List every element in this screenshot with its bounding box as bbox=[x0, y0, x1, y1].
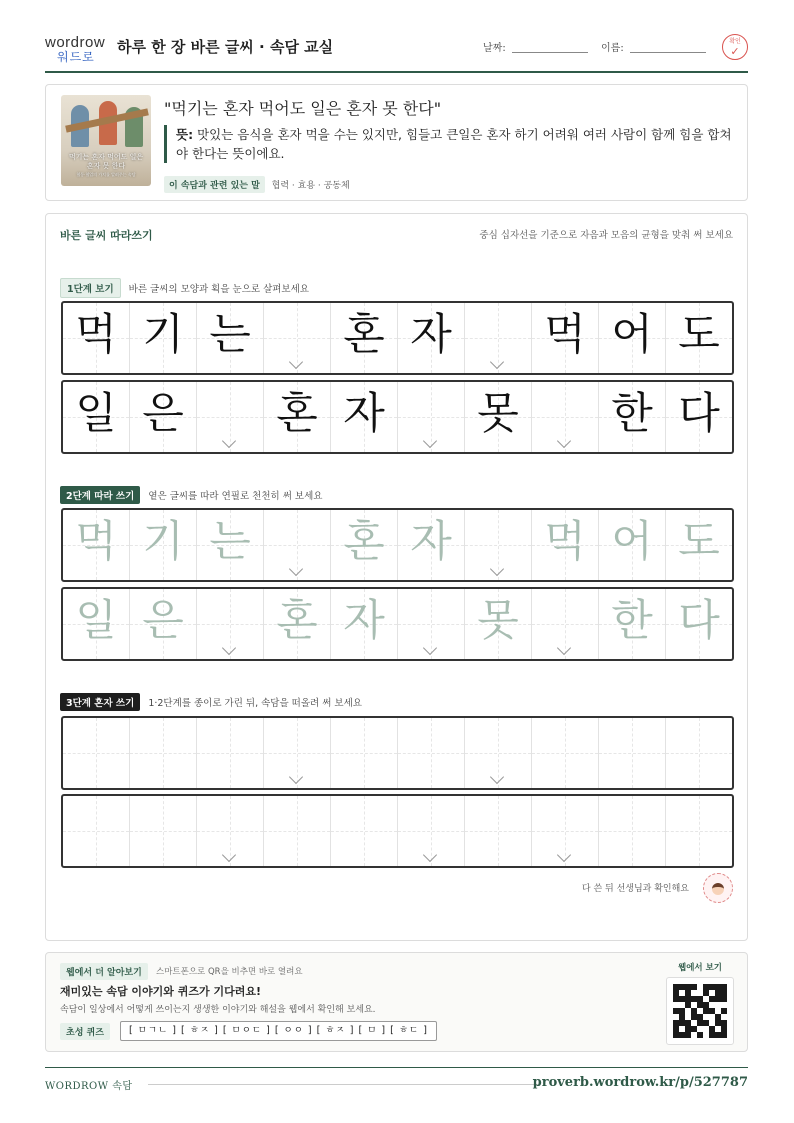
meaning-label: 뜻: bbox=[176, 127, 194, 142]
glyph: 자 bbox=[343, 389, 385, 439]
teacher-stamp-icon bbox=[703, 873, 733, 903]
proverb-illustration bbox=[61, 95, 151, 186]
page-header bbox=[45, 30, 748, 73]
grid-cell[interactable] bbox=[465, 718, 532, 788]
web-tag: 웹에서 더 알아보기 bbox=[60, 963, 148, 980]
step-3-text: 1·2단계를 종이로 가린 뒤, 속담을 떠올려 써 보세요 bbox=[148, 698, 362, 709]
space-marker-icon bbox=[423, 641, 437, 655]
page-footer bbox=[45, 1067, 748, 1097]
grid-cell bbox=[666, 382, 732, 452]
glyph: 도 bbox=[678, 517, 720, 567]
grid-cell[interactable] bbox=[666, 718, 732, 788]
step-2-row-1[interactable] bbox=[61, 508, 734, 582]
step-1-row-2 bbox=[61, 380, 734, 454]
glyph: 한 bbox=[611, 389, 653, 439]
space-marker-icon bbox=[222, 848, 236, 862]
space-marker-icon bbox=[557, 641, 571, 655]
grid-cell bbox=[264, 303, 331, 373]
practice-title: 바른 글씨 따라쓰기 bbox=[60, 229, 153, 242]
grid-cell[interactable] bbox=[465, 796, 532, 866]
grid-cell bbox=[264, 589, 331, 659]
step-2-header bbox=[60, 486, 322, 504]
web-tag-hint: 스마트폰으로 QR을 비추면 바로 열려요 bbox=[156, 967, 303, 977]
grid-cell[interactable] bbox=[264, 718, 331, 788]
glyph: 먹 bbox=[544, 310, 586, 360]
teacher-face-icon bbox=[712, 883, 724, 895]
grid-cell bbox=[599, 589, 666, 659]
space-marker-icon bbox=[222, 434, 236, 448]
step-1-badge: 1단계 보기 bbox=[60, 278, 121, 298]
footer-divider bbox=[148, 1084, 540, 1085]
illustration-caption-text: 먹기는 혼자 먹어도 일은 혼자 못 한다 bbox=[68, 153, 144, 170]
logo-text-korean: 워드로 bbox=[57, 50, 95, 64]
grid-cell bbox=[532, 510, 599, 580]
space-marker-icon bbox=[490, 562, 504, 576]
glyph: 한 bbox=[611, 596, 653, 646]
grid-cell[interactable] bbox=[331, 796, 398, 866]
practice-hint: 중심 십자선을 기준으로 자음과 모음의 균형을 맞춰 써 보세요 bbox=[479, 230, 733, 241]
grid-cell[interactable] bbox=[666, 796, 732, 866]
grid-cell bbox=[63, 589, 130, 659]
step-3-header bbox=[60, 693, 362, 711]
stamp-label: 확인 bbox=[729, 38, 741, 45]
proverb-card bbox=[45, 84, 748, 201]
grid-cell[interactable] bbox=[197, 796, 264, 866]
step-3-badge: 3단계 혼자 쓰기 bbox=[60, 693, 140, 711]
page-title: 하루 한 장 바른 글씨 · 속담 교실 bbox=[117, 38, 334, 56]
glyph: 먹 bbox=[75, 517, 117, 567]
glyph: 일 bbox=[75, 389, 117, 439]
glyph: 자 bbox=[343, 596, 385, 646]
grid-cell bbox=[532, 303, 599, 373]
grid-cell[interactable] bbox=[398, 718, 465, 788]
grid-cell[interactable] bbox=[197, 718, 264, 788]
grid-cell bbox=[532, 589, 599, 659]
web-headline: 재미있는 속담 이야기와 퀴즈가 기다려요! bbox=[60, 985, 261, 998]
glyph: 혼 bbox=[276, 389, 318, 439]
grid-cell bbox=[130, 589, 197, 659]
grid-cell bbox=[63, 382, 130, 452]
grid-cell[interactable] bbox=[63, 718, 130, 788]
grid-cell bbox=[197, 303, 264, 373]
grid-cell bbox=[666, 589, 732, 659]
qr-code-icon[interactable] bbox=[666, 977, 734, 1045]
glyph: 는 bbox=[209, 310, 251, 360]
glyph: 자 bbox=[410, 310, 452, 360]
qr-pattern bbox=[673, 984, 727, 1038]
space-marker-icon bbox=[557, 434, 571, 448]
grid-cell bbox=[130, 510, 197, 580]
space-marker-icon bbox=[222, 641, 236, 655]
name-label: 이름: bbox=[601, 43, 624, 54]
space-marker-icon bbox=[423, 434, 437, 448]
glyph: 기 bbox=[142, 517, 184, 567]
glyph: 다 bbox=[678, 389, 720, 439]
footer-brand: WORDROW 속담 bbox=[45, 1081, 133, 1092]
grid-cell[interactable] bbox=[532, 796, 599, 866]
glyph: 못 bbox=[477, 596, 519, 646]
step-1-row-1 bbox=[61, 301, 734, 375]
glyph: 어 bbox=[611, 517, 653, 567]
handwriting-practice-panel bbox=[45, 213, 748, 941]
grid-cell bbox=[599, 510, 666, 580]
grid-cell bbox=[398, 589, 465, 659]
grid-cell bbox=[331, 589, 398, 659]
wordrow-logo[interactable] bbox=[45, 34, 107, 64]
initial-consonant-quiz: [ ㅁㄱㄴ ] [ ㅎㅈ ] [ ㅁㅇㄷ ] [ ㅇㅇ ] [ ㅎㅈ ] [ ㅁ ] [ ㅎㄷ ] bbox=[120, 1021, 437, 1041]
illustration-caption bbox=[67, 153, 145, 179]
glyph: 혼 bbox=[343, 310, 385, 360]
space-marker-icon bbox=[490, 355, 504, 369]
illustration-subcaption: 협동·협업의 가치를 알려주는 속담 bbox=[76, 172, 136, 177]
grid-cell bbox=[666, 510, 732, 580]
grid-cell bbox=[331, 382, 398, 452]
step-1-header bbox=[60, 278, 309, 298]
glyph: 못 bbox=[477, 389, 519, 439]
space-marker-icon bbox=[557, 848, 571, 862]
space-marker-icon bbox=[490, 770, 504, 784]
space-marker-icon bbox=[423, 848, 437, 862]
grid-cell bbox=[130, 382, 197, 452]
check-stamp bbox=[722, 34, 748, 60]
meaning-text: 맛있는 음식을 혼자 먹을 수는 있지만, 힘들고 큰일은 혼자 하기 어려워 여러 사람이 함께 힘을 합쳐야 한다는 뜻이에요. bbox=[176, 127, 732, 161]
name-field[interactable] bbox=[630, 52, 706, 53]
glyph: 먹 bbox=[544, 517, 586, 567]
glyph: 일 bbox=[75, 596, 117, 646]
grid-cell[interactable] bbox=[63, 796, 130, 866]
teacher-check-note: 다 쓴 뒤 선생님과 확인해요 bbox=[581, 884, 689, 894]
space-marker-icon bbox=[289, 562, 303, 576]
related-words-list: 협력 · 효용 · 공동체 bbox=[271, 181, 350, 191]
quiz-label: 초성 퀴즈 bbox=[60, 1023, 110, 1040]
step-3-row-1[interactable] bbox=[61, 716, 734, 790]
grid-cell bbox=[331, 510, 398, 580]
qr-module bbox=[721, 1032, 727, 1038]
glyph: 먹 bbox=[75, 310, 117, 360]
grid-cell[interactable] bbox=[599, 796, 666, 866]
grid-cell[interactable] bbox=[130, 718, 197, 788]
grid-cell bbox=[599, 303, 666, 373]
proverb-meaning bbox=[164, 125, 734, 163]
glyph: 은 bbox=[142, 389, 184, 439]
glyph: 는 bbox=[209, 517, 251, 567]
footer-url[interactable]: proverb.wordrow.kr/p/527787 bbox=[532, 1075, 748, 1090]
related-label: 이 속담과 관련 있는 말 bbox=[164, 176, 265, 193]
logo-text-latin: wordrow bbox=[45, 34, 106, 51]
step-2-text: 옅은 글씨를 따라 연필로 천천히 써 보세요 bbox=[148, 491, 323, 502]
related-words bbox=[164, 176, 350, 193]
date-field[interactable] bbox=[512, 52, 588, 53]
grid-cell[interactable] bbox=[398, 796, 465, 866]
glyph: 자 bbox=[410, 517, 452, 567]
date-label: 날짜: bbox=[483, 43, 506, 54]
grid-cell bbox=[264, 382, 331, 452]
grid-cell bbox=[63, 510, 130, 580]
grid-cell[interactable] bbox=[130, 796, 197, 866]
glyph: 혼 bbox=[343, 517, 385, 567]
grid-cell bbox=[465, 382, 532, 452]
glyph: 도 bbox=[678, 310, 720, 360]
checkmark-icon: ✓ bbox=[730, 45, 740, 58]
grid-cell bbox=[264, 510, 331, 580]
grid-cell[interactable] bbox=[264, 796, 331, 866]
step-2-row-2[interactable] bbox=[61, 587, 734, 661]
proverb-quote: "먹기는 혼자 먹어도 일은 혼자 못 한다" bbox=[164, 99, 442, 118]
grid-cell bbox=[398, 303, 465, 373]
grid-cell[interactable] bbox=[599, 718, 666, 788]
space-marker-icon bbox=[289, 355, 303, 369]
grid-cell bbox=[63, 303, 130, 373]
grid-cell bbox=[197, 589, 264, 659]
grid-cell[interactable] bbox=[331, 718, 398, 788]
grid-cell bbox=[197, 510, 264, 580]
grid-cell[interactable] bbox=[532, 718, 599, 788]
glyph: 다 bbox=[678, 596, 720, 646]
grid-cell bbox=[465, 510, 532, 580]
grid-cell bbox=[599, 382, 666, 452]
grid-cell bbox=[197, 382, 264, 452]
step-2-badge: 2단계 따라 쓰기 bbox=[60, 486, 140, 504]
grid-cell bbox=[666, 303, 732, 373]
glyph: 은 bbox=[142, 596, 184, 646]
grid-cell bbox=[130, 303, 197, 373]
qr-label: 웹에서 보기 bbox=[678, 963, 723, 973]
grid-cell bbox=[465, 303, 532, 373]
grid-cell bbox=[331, 303, 398, 373]
glyph: 기 bbox=[142, 310, 184, 360]
grid-cell bbox=[532, 382, 599, 452]
step-1-text: 바른 글씨의 모양과 획을 눈으로 살펴보세요 bbox=[128, 284, 309, 295]
web-description: 속담이 일상에서 어떻게 쓰이는지 생생한 이야기와 해설을 웹에서 확인해 보세요. bbox=[60, 1005, 376, 1015]
step-3-row-2[interactable] bbox=[61, 794, 734, 868]
space-marker-icon bbox=[289, 770, 303, 784]
grid-cell bbox=[398, 382, 465, 452]
web-section bbox=[45, 952, 748, 1052]
grid-cell bbox=[465, 589, 532, 659]
glyph: 어 bbox=[611, 310, 653, 360]
glyph: 혼 bbox=[276, 596, 318, 646]
grid-cell bbox=[398, 510, 465, 580]
